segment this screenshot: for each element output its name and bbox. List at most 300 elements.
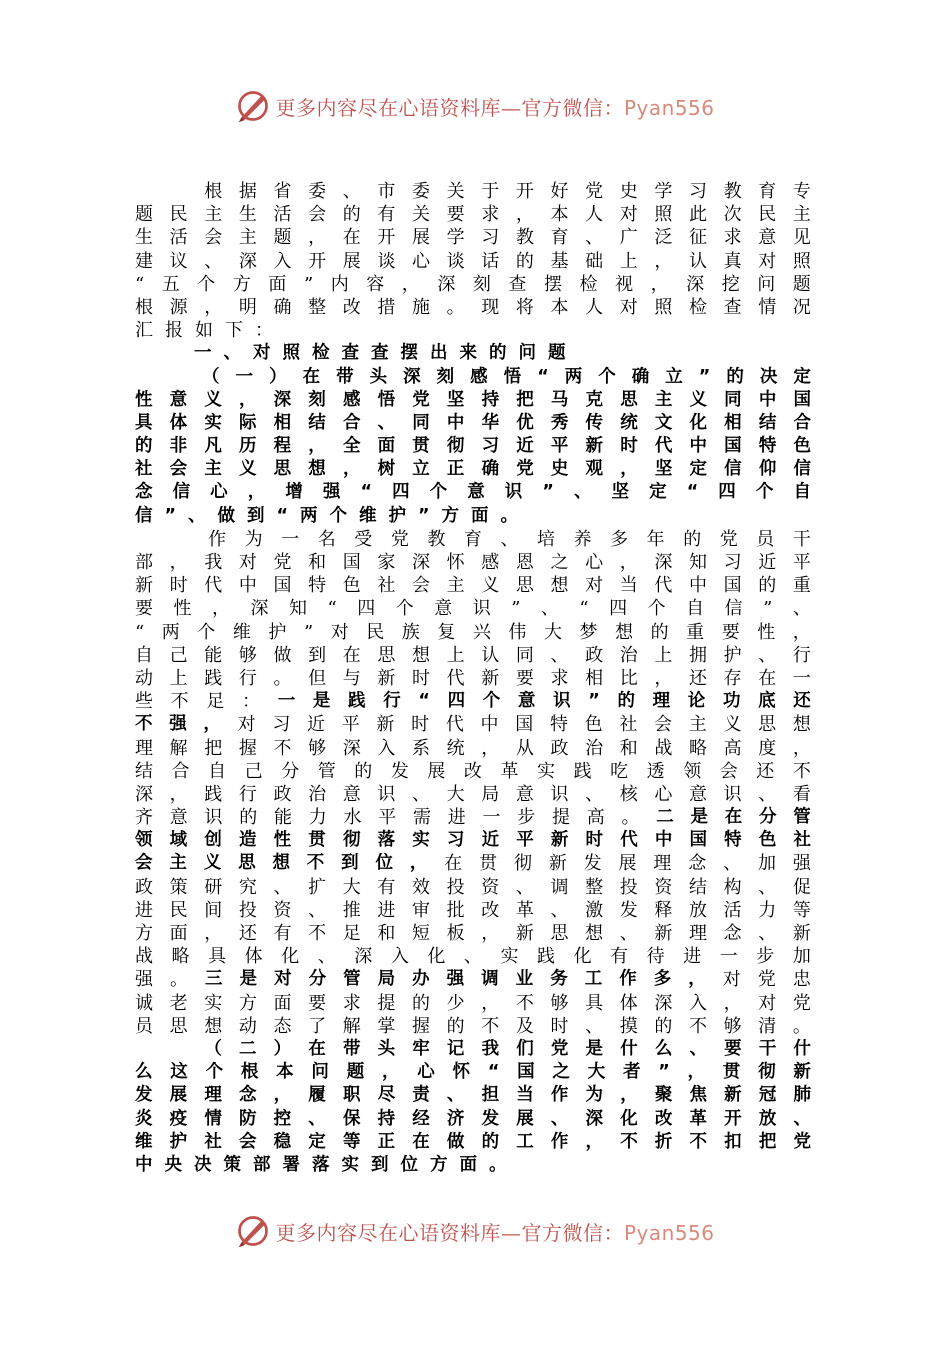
text-char: 谈 <box>446 250 465 272</box>
text-char: 进 <box>135 899 153 921</box>
text-char: 相 <box>273 412 292 433</box>
text-char: 源 <box>169 296 188 318</box>
text-char: 要 <box>446 204 465 226</box>
text-char: 己 <box>169 644 188 666</box>
text-char: 特 <box>724 830 742 851</box>
text-char: “ <box>327 598 337 620</box>
text-char: 本 <box>276 1062 294 1083</box>
text-char: 这 <box>170 1062 188 1083</box>
text-char: 入 <box>377 737 396 759</box>
text-char: 要 <box>515 667 534 689</box>
text-char: 华 <box>481 412 500 433</box>
text-char: 民 <box>169 204 188 226</box>
text-char: 。 <box>500 505 519 526</box>
text-char: 改 <box>342 296 361 318</box>
text-char: （ <box>204 1038 222 1059</box>
text-char: “ <box>686 482 699 503</box>
text-char: 一 <box>194 343 212 364</box>
text-char: 透 <box>646 760 665 782</box>
text-char: 名 <box>317 528 336 550</box>
text-char: ， <box>308 436 326 457</box>
text-char: 够 <box>308 737 327 759</box>
text-char: 深 <box>403 366 421 387</box>
text-char: 的 <box>726 366 744 387</box>
text-char: 策 <box>169 876 188 898</box>
text-char: 会 <box>412 575 430 597</box>
text-char: 的 <box>481 1131 500 1152</box>
text-char: 推 <box>342 899 361 921</box>
text-char: 展 <box>169 1085 188 1106</box>
text-char: 据 <box>238 181 257 202</box>
text-char: 入 <box>390 946 409 968</box>
text-char: 行 <box>383 691 401 712</box>
text-char: ” <box>511 598 521 620</box>
text-char: 念 <box>135 482 153 503</box>
text-char: 确 <box>273 296 292 318</box>
text-char: 义 <box>204 389 222 410</box>
text-char: ， <box>688 969 706 990</box>
indent-space <box>170 1038 188 1061</box>
text-char: 、 <box>585 227 604 249</box>
text-char: 看 <box>792 783 811 805</box>
text-char: 作 <box>550 1085 569 1106</box>
text-char: 头 <box>369 366 388 387</box>
text-char: 工 <box>516 1131 534 1152</box>
text-char: 贯 <box>479 853 498 875</box>
text-char: 见 <box>792 227 811 249</box>
text-char: 足 <box>206 691 225 713</box>
text-char: 受 <box>354 528 373 550</box>
text-char: 摸 <box>619 1015 638 1037</box>
text-char: ， <box>585 1131 604 1152</box>
text-char: 系 <box>412 737 430 759</box>
text-char: 怀 <box>446 552 465 573</box>
text-char: 践 <box>204 783 223 805</box>
text-char: 本 <box>550 296 569 318</box>
text-char: 够 <box>238 644 257 666</box>
text-char: 方 <box>441 505 460 526</box>
text-char: 主 <box>446 575 465 597</box>
text-char: 题 <box>346 1062 365 1083</box>
text-char: 资 <box>654 876 673 898</box>
text-char: 方 <box>430 1154 448 1175</box>
text-line <box>135 1015 811 1038</box>
text-char: 学 <box>446 227 465 249</box>
text-char: 定 <box>793 366 811 387</box>
text-char: 根 <box>135 296 153 318</box>
text-char: 文 <box>654 412 673 433</box>
text-char: 、 <box>308 899 327 921</box>
text-char: 代 <box>445 714 464 736</box>
text-char: 在 <box>308 1038 326 1059</box>
text-char: 一 <box>482 807 501 829</box>
text-char: 照 <box>282 343 300 364</box>
text-char: 活 <box>723 899 742 921</box>
text-char: 个 <box>429 482 448 503</box>
text-char: 是 <box>585 1038 604 1059</box>
text-char: 大 <box>543 621 562 643</box>
text-char: 社 <box>793 830 811 851</box>
text-char: 责 <box>412 1085 430 1106</box>
text-char: 求 <box>550 667 569 689</box>
text-char: 、 <box>317 946 336 968</box>
text-char: 干 <box>792 528 811 550</box>
text-char: 同 <box>515 644 534 666</box>
text-char: 创 <box>204 830 222 851</box>
text-char: 信 <box>793 459 811 480</box>
text-char: 一 <box>235 366 254 387</box>
text-char: 疫 <box>169 1108 188 1129</box>
text-char: 有 <box>377 204 396 226</box>
text-char: 略 <box>171 946 190 968</box>
text-line <box>135 690 811 713</box>
text-char: 想 <box>204 1015 223 1037</box>
text-char: 育 <box>550 227 569 249</box>
text-char: 对 <box>722 969 741 991</box>
text-char: ， <box>247 482 266 503</box>
text-char: 个 <box>755 482 774 503</box>
text-char: 上 <box>169 667 188 689</box>
text-char: 出 <box>430 343 448 364</box>
text-char: 方 <box>135 923 153 944</box>
text-char: 统 <box>620 412 638 433</box>
text-char: 对 <box>253 343 271 364</box>
text-char: 够 <box>550 992 569 1014</box>
text-char: 管 <box>343 969 361 990</box>
text-char: 、 <box>500 528 519 550</box>
text-char: 义 <box>481 575 500 597</box>
text-char: ， <box>308 227 327 249</box>
text-line <box>135 481 811 504</box>
text-char: 政 <box>135 876 153 898</box>
text-char: 深 <box>654 552 673 573</box>
text-char: 行 <box>238 667 257 689</box>
text-line <box>135 1108 811 1131</box>
text-char: 有 <box>273 923 292 944</box>
text-char: 党 <box>719 528 738 550</box>
text-char: 平 <box>792 552 811 573</box>
text-char: 力 <box>758 899 777 921</box>
text-char: 个 <box>395 598 414 620</box>
text-char: 平 <box>378 807 397 829</box>
header-watermark-banner <box>0 84 950 128</box>
text-char: 齐 <box>135 807 153 829</box>
text-char: 挖 <box>721 273 740 295</box>
text-char: 摆 <box>543 273 562 295</box>
text-line <box>135 829 811 852</box>
text-char: 感 <box>470 366 488 387</box>
text-char: 习 <box>481 436 500 457</box>
text-char: 调 <box>481 969 499 990</box>
text-char: 年 <box>646 528 665 550</box>
text-char: ” <box>588 691 600 712</box>
text-char: 动 <box>238 1015 257 1037</box>
text-char: 、 <box>758 644 777 666</box>
text-char: 控 <box>273 1108 292 1129</box>
text-char: 多 <box>610 528 629 550</box>
text-char: 时 <box>620 436 638 457</box>
text-line <box>135 968 811 991</box>
text-char: 多 <box>653 969 672 990</box>
text-char: 位 <box>375 853 394 874</box>
text-char: 、 <box>758 876 777 898</box>
text-char: 方 <box>232 273 251 295</box>
text-char: 党 <box>273 552 292 573</box>
text-char: 肺 <box>793 1085 811 1106</box>
text-char: ， <box>654 250 673 272</box>
text-char: 理 <box>135 737 153 759</box>
banner-text: 更多内容尽在心语资料库—官方微信： <box>275 1220 624 1245</box>
document-body <box>135 180 811 1177</box>
text-char: 体 <box>619 992 638 1014</box>
text-char: 基 <box>550 250 569 272</box>
text-char: 特 <box>549 714 568 736</box>
text-char: 此 <box>689 204 707 226</box>
text-char: 践 <box>204 667 223 689</box>
text-line <box>135 389 811 412</box>
text-char: 四 <box>718 482 736 503</box>
text-char: 国 <box>723 575 742 597</box>
text-char: 生 <box>135 227 153 249</box>
text-char: 、 <box>273 876 292 898</box>
text-char: 内 <box>330 273 349 295</box>
text-char: 查 <box>723 296 742 318</box>
text-char: ， <box>687 1062 706 1083</box>
text-char: 工 <box>584 969 603 990</box>
text-char: 中 <box>654 830 673 851</box>
text-char: 中 <box>689 436 707 457</box>
text-line <box>135 667 811 690</box>
text-char: ， <box>481 923 500 944</box>
text-char: 不 <box>135 714 153 735</box>
text-char: 进 <box>377 899 396 921</box>
text-char: 论 <box>687 691 706 712</box>
text-char: 思 <box>515 575 534 597</box>
text-char: 确 <box>631 366 650 387</box>
text-char: 习 <box>481 227 500 249</box>
text-char: 把 <box>516 389 534 410</box>
text-char: 识 <box>472 598 491 620</box>
text-char: 践 <box>348 691 366 712</box>
text-char: 平 <box>516 830 534 851</box>
text-char: 意 <box>515 783 534 805</box>
text-char: 观 <box>585 459 604 480</box>
text-char: 忠 <box>792 969 811 991</box>
text-char: 面 <box>471 505 489 526</box>
text-char: 思 <box>169 1015 188 1037</box>
text-char: 党 <box>792 992 811 1014</box>
text-char: 、 <box>412 783 430 805</box>
text-char: 思 <box>273 459 292 480</box>
text-char: 要 <box>135 598 153 620</box>
text-char: 、 <box>550 1108 569 1129</box>
text-char: 对 <box>619 296 638 318</box>
text-line <box>135 319 811 342</box>
text-char: 了 <box>308 1015 327 1037</box>
text-char: 、 <box>377 412 396 433</box>
text-char: 少 <box>446 992 465 1014</box>
text-char: 深 <box>342 737 361 759</box>
text-char: 实 <box>412 830 430 851</box>
text-char: 时 <box>550 1015 569 1037</box>
text-char: 个 <box>482 691 501 712</box>
text-char: 活 <box>273 204 292 226</box>
text-char: 色 <box>758 830 777 851</box>
text-char: ， <box>212 598 230 620</box>
text-char: 面 <box>459 1154 477 1175</box>
text-char: 在 <box>758 667 777 689</box>
text-char: 家 <box>377 552 396 573</box>
text-char: 带 <box>336 366 354 387</box>
text-char: 和 <box>308 552 327 573</box>
text-char: 维 <box>135 1131 153 1152</box>
text-char: ， <box>381 1062 400 1083</box>
text-char: 效 <box>412 876 430 898</box>
banner-account: Pyan556 <box>623 95 715 120</box>
text-char: 性 <box>135 389 153 410</box>
text-char: 识 <box>377 783 396 805</box>
text-char: 彻 <box>758 1062 776 1083</box>
text-char: 领 <box>135 830 153 851</box>
text-char: 习 <box>272 714 291 736</box>
text-char: ” <box>542 482 554 503</box>
text-line <box>135 876 811 899</box>
text-char: 扩 <box>308 876 327 898</box>
text-char: ， <box>620 459 638 480</box>
text-char: 的 <box>515 250 534 272</box>
text-char: ” <box>418 505 430 526</box>
text-char: 解 <box>169 737 188 759</box>
text-char: 面 <box>169 923 188 944</box>
text-char: 时 <box>412 667 430 689</box>
text-char: 央 <box>164 1154 182 1175</box>
text-char: 情 <box>758 296 777 318</box>
text-char: 、 <box>188 505 206 526</box>
text-char: ： <box>242 691 261 713</box>
indent-space <box>135 1038 153 1061</box>
text-char: 新 <box>654 923 673 944</box>
text-char: 好 <box>550 181 569 202</box>
text-char: 炎 <box>135 1108 153 1129</box>
text-char: 有 <box>610 946 629 968</box>
text-char: 化 <box>573 946 592 968</box>
text-char: 坚 <box>611 482 630 503</box>
text-char: 况 <box>792 296 811 318</box>
text-char: 党 <box>390 528 409 550</box>
text-line <box>135 574 811 597</box>
text-char: “ <box>135 273 145 295</box>
text-char: 梦 <box>579 621 598 643</box>
text-char: 入 <box>273 250 292 272</box>
text-char: 感 <box>481 552 500 573</box>
text-line <box>135 342 811 365</box>
text-char: 、 <box>723 853 742 875</box>
indent-space <box>172 528 190 551</box>
text-char: 落 <box>312 1154 330 1175</box>
text-char: 结 <box>758 412 777 433</box>
text-char: 平 <box>341 714 360 736</box>
text-char: 但 <box>308 667 327 689</box>
text-char: 领 <box>683 760 702 782</box>
text-line <box>135 945 811 968</box>
text-char: 实 <box>204 992 223 1014</box>
text-char: 底 <box>758 691 776 712</box>
text-char: 立 <box>412 459 430 480</box>
text-char: 不 <box>481 1015 500 1037</box>
text-char: 大 <box>587 1062 606 1083</box>
text-char: 的 <box>683 528 702 550</box>
text-char: 照 <box>654 296 673 318</box>
text-char: 治 <box>308 783 327 805</box>
text-char: 实 <box>341 1154 359 1175</box>
text-char: ， <box>409 853 428 874</box>
text-char: 想 <box>412 644 430 666</box>
text-char: 视 <box>615 273 634 295</box>
text-char: 战 <box>135 946 153 968</box>
text-char: 护 <box>268 621 287 643</box>
text-char: 新 <box>481 667 500 689</box>
text-char: 省 <box>273 181 292 202</box>
text-line <box>135 737 811 760</box>
text-char: 坚 <box>446 389 465 410</box>
text-char: 新 <box>585 436 604 457</box>
text-char: 改 <box>463 760 482 782</box>
text-line <box>135 644 811 667</box>
text-char: 彻 <box>342 830 361 851</box>
text-char: 强 <box>135 969 153 991</box>
text-char: 意 <box>467 482 485 503</box>
text-char: 会 <box>719 760 738 782</box>
text-char: 深 <box>238 250 257 272</box>
text-char: 于 <box>481 181 500 202</box>
text-char: 党 <box>516 459 534 480</box>
text-char: 者 <box>622 1062 641 1083</box>
text-char: 题 <box>135 204 153 226</box>
text-char: 会 <box>654 714 673 736</box>
text-char: 础 <box>585 250 604 272</box>
text-char: 护 <box>723 644 742 666</box>
text-char: 在 <box>444 853 463 875</box>
text-char: 到 <box>371 1154 389 1175</box>
text-char: 激 <box>585 899 604 921</box>
text-char: 头 <box>377 1038 396 1059</box>
text-char: 代 <box>654 436 673 457</box>
text-char: 冠 <box>758 1085 777 1106</box>
text-char: 维 <box>232 621 251 643</box>
text-char: 强 <box>446 969 465 990</box>
text-char: 会 <box>135 853 153 874</box>
text-char: 报 <box>165 320 183 342</box>
text-char: 义 <box>203 853 222 874</box>
fountain-pen-logo-icon <box>235 1213 271 1249</box>
text-char: 、 <box>550 899 569 921</box>
text-char: 确 <box>481 459 500 480</box>
text-char: 想 <box>272 853 290 874</box>
text-char: 自 <box>793 482 811 503</box>
text-char: 展 <box>342 250 361 272</box>
text-char: 彻 <box>513 853 532 875</box>
text-char: 还 <box>756 760 775 782</box>
text-char: 决 <box>759 366 778 387</box>
text-char: 会 <box>238 1131 257 1152</box>
text-char: 代 <box>446 667 465 689</box>
text-char: 理 <box>653 853 672 875</box>
text-char: ” <box>658 1062 670 1083</box>
text-char: 重 <box>792 575 811 597</box>
text-char: 国 <box>515 714 534 736</box>
text-char: 专 <box>792 181 811 202</box>
text-char: 握 <box>238 737 257 759</box>
